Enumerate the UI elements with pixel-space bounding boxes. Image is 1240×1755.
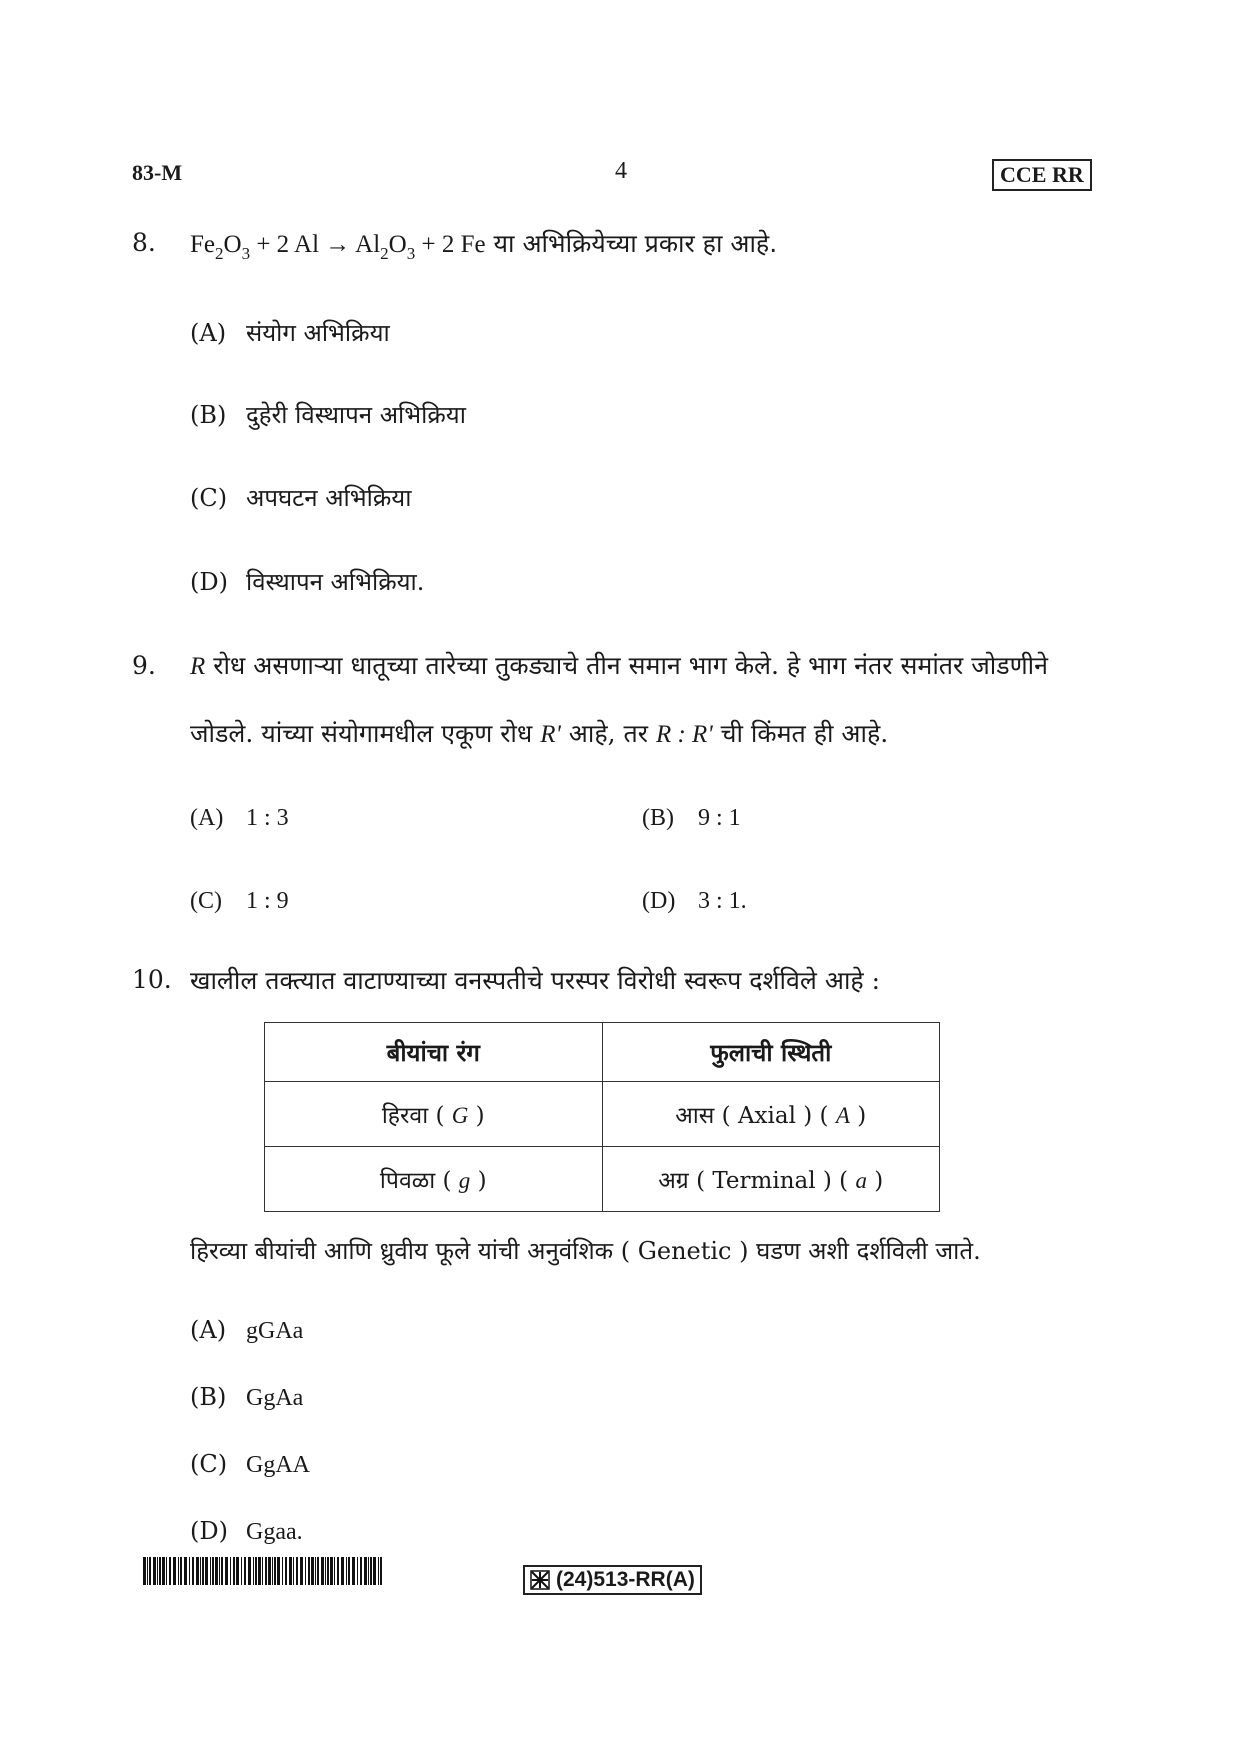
q9-option-d[interactable]: (D) 3 : 1. bbox=[642, 888, 747, 914]
barcode-bar bbox=[169, 1557, 171, 1585]
barcode-bar bbox=[370, 1557, 372, 1585]
barcode-bar bbox=[315, 1557, 316, 1585]
q10-question: हिरव्या बीयांची आणि ध्रुवीय फूले यांची अनुवंशिक ( Genetic ) घडण अशी दर्शविली जाते. bbox=[190, 1237, 981, 1265]
barcode-bar bbox=[373, 1557, 376, 1585]
barcode-bar bbox=[346, 1557, 347, 1585]
barcode-bar bbox=[184, 1557, 187, 1585]
barcode-bar bbox=[317, 1557, 319, 1585]
barcode-bar bbox=[282, 1557, 283, 1585]
q10-option-c[interactable]: (C) GgAA bbox=[190, 1450, 310, 1478]
barcode-bar bbox=[321, 1557, 324, 1585]
barcode-bar bbox=[330, 1557, 333, 1585]
q8-option-a[interactable]: (A) संयोग अभिक्रिया bbox=[190, 319, 390, 347]
barcode-bar bbox=[253, 1557, 254, 1585]
q9-option-b[interactable]: (B) 9 : 1 bbox=[642, 805, 741, 831]
q8-number: 8. bbox=[132, 228, 156, 257]
barcode-bar bbox=[200, 1557, 201, 1585]
q9-stem-line2: जोडले. यांच्या संयोगामधील एकूण रोध R' आहे, तर R : R' ची किंमत ही आहे. bbox=[190, 719, 889, 748]
barcode-bar bbox=[248, 1557, 251, 1585]
printer-mark-icon bbox=[530, 1570, 550, 1590]
barcode-bar bbox=[180, 1557, 182, 1585]
barcode-bar bbox=[219, 1557, 220, 1585]
table-row bbox=[265, 1147, 940, 1212]
q8-option-c[interactable]: (C) अपघटन अभिक्रिया bbox=[190, 484, 412, 512]
barcode-bar bbox=[308, 1557, 310, 1585]
barcode-bar bbox=[268, 1557, 271, 1585]
barcode-bar bbox=[325, 1557, 326, 1585]
barcode-bar bbox=[360, 1557, 362, 1585]
barcode-bar bbox=[285, 1557, 287, 1585]
barcode-bar bbox=[189, 1557, 190, 1585]
barcode-bar bbox=[233, 1557, 235, 1585]
barcode-bar bbox=[272, 1557, 273, 1585]
q9-stem-line1: R रोध असणाऱ्या धातूच्या तारेच्या तुकड्याचे तीन समान भाग केले. हे भाग नंतर समांतर जोडणीने bbox=[190, 651, 1049, 680]
header-flower-position: फुलाची स्थिती bbox=[602, 1023, 940, 1082]
barcode-bar bbox=[236, 1557, 239, 1585]
barcode-bar bbox=[149, 1557, 151, 1585]
table-cell: अग्र ( Terminal ) ( a ) bbox=[602, 1147, 940, 1212]
barcode-bar bbox=[221, 1557, 223, 1585]
barcode-bar bbox=[244, 1557, 246, 1585]
barcode-bar bbox=[289, 1557, 292, 1585]
q10-option-a[interactable]: (A) gGAa bbox=[190, 1316, 304, 1344]
barcode-bar bbox=[215, 1557, 218, 1585]
barcode-bar bbox=[196, 1557, 199, 1585]
barcode-bar bbox=[178, 1557, 179, 1585]
q10-number: 10. bbox=[132, 965, 172, 994]
table-cell: आस ( Axial ) ( A ) bbox=[602, 1082, 940, 1147]
barcode-bar bbox=[159, 1557, 161, 1585]
barcode-bar bbox=[262, 1557, 263, 1585]
table-cell: पिवळा ( g ) bbox=[265, 1147, 603, 1212]
header-seed-color: बीयांचा रंग bbox=[265, 1023, 603, 1082]
barcode-bar bbox=[265, 1557, 267, 1585]
table-header-row bbox=[265, 1023, 940, 1082]
q9-number: 9. bbox=[132, 651, 156, 680]
barcode-bar bbox=[334, 1557, 335, 1585]
barcode-bar bbox=[166, 1557, 167, 1585]
q10-option-d[interactable]: (D) Ggaa. bbox=[190, 1517, 303, 1545]
q9-option-a[interactable]: (A) 1 : 3 bbox=[190, 805, 289, 831]
barcode-bar bbox=[341, 1557, 344, 1585]
barcode-bar bbox=[225, 1557, 228, 1585]
q10-option-b[interactable]: (B) GgAa bbox=[190, 1383, 304, 1411]
traits-table bbox=[264, 1022, 940, 1212]
barcode-bar bbox=[311, 1557, 314, 1585]
barcode-bar bbox=[380, 1557, 382, 1585]
barcode-bar bbox=[296, 1557, 298, 1585]
barcode-icon bbox=[143, 1557, 385, 1585]
q9-option-c[interactable]: (C) 1 : 9 bbox=[190, 888, 289, 914]
footer-code-box: (24)513-RR(A) bbox=[523, 1565, 702, 1595]
barcode-bar bbox=[205, 1557, 208, 1585]
barcode-bar bbox=[337, 1557, 339, 1585]
table-cell: हिरवा ( G ) bbox=[265, 1082, 603, 1147]
barcode-bar bbox=[364, 1557, 367, 1585]
barcode-bar bbox=[162, 1557, 165, 1585]
paper-code: 83-M bbox=[132, 160, 183, 185]
barcode-bar bbox=[192, 1557, 194, 1585]
barcode-bar bbox=[173, 1557, 176, 1585]
barcode-bar bbox=[300, 1557, 303, 1585]
barcode-bar bbox=[368, 1557, 369, 1585]
barcode-bar bbox=[241, 1557, 242, 1585]
page-number: 4 bbox=[615, 158, 627, 184]
q8-option-b[interactable]: (B) दुहेरी विस्थापन अभिक्रिया bbox=[190, 401, 466, 429]
barcode-bar bbox=[212, 1557, 214, 1585]
barcode-bar bbox=[202, 1557, 204, 1585]
barcode-bar bbox=[357, 1557, 358, 1585]
barcode-bar bbox=[143, 1557, 146, 1585]
barcode-bar bbox=[255, 1557, 257, 1585]
barcode-bar bbox=[352, 1557, 355, 1585]
barcode-bar bbox=[293, 1557, 294, 1585]
barcode-bar bbox=[153, 1557, 156, 1585]
barcode-bar bbox=[274, 1557, 276, 1585]
barcode-bar bbox=[210, 1557, 211, 1585]
barcode-bar bbox=[157, 1557, 158, 1585]
paper-series-box: CCE RR bbox=[992, 159, 1092, 191]
barcode-bar bbox=[378, 1557, 379, 1585]
barcode-bar bbox=[147, 1557, 148, 1585]
q8-stem: $Fe_2O_3 + 2$ $Al \to Al_2O_3 + 2$ Fe या अभिक्रियेच्या प्रकार हा आहे. bbox=[190, 229, 778, 263]
table-row bbox=[265, 1082, 940, 1147]
barcode-bar bbox=[348, 1557, 350, 1585]
barcode-bar bbox=[327, 1557, 329, 1585]
barcode-bar bbox=[230, 1557, 231, 1585]
q8-option-d[interactable]: (D) विस्थापन अभिक्रिया. bbox=[190, 568, 425, 596]
barcode-bar bbox=[277, 1557, 280, 1585]
barcode-bar bbox=[258, 1557, 261, 1585]
q10-stem: खालील तक्त्यात वाटाण्याच्या वनस्पतीचे परस्पर विरोधी स्वरूप दर्शविले आहे : bbox=[190, 966, 881, 995]
barcode-bar bbox=[305, 1557, 306, 1585]
